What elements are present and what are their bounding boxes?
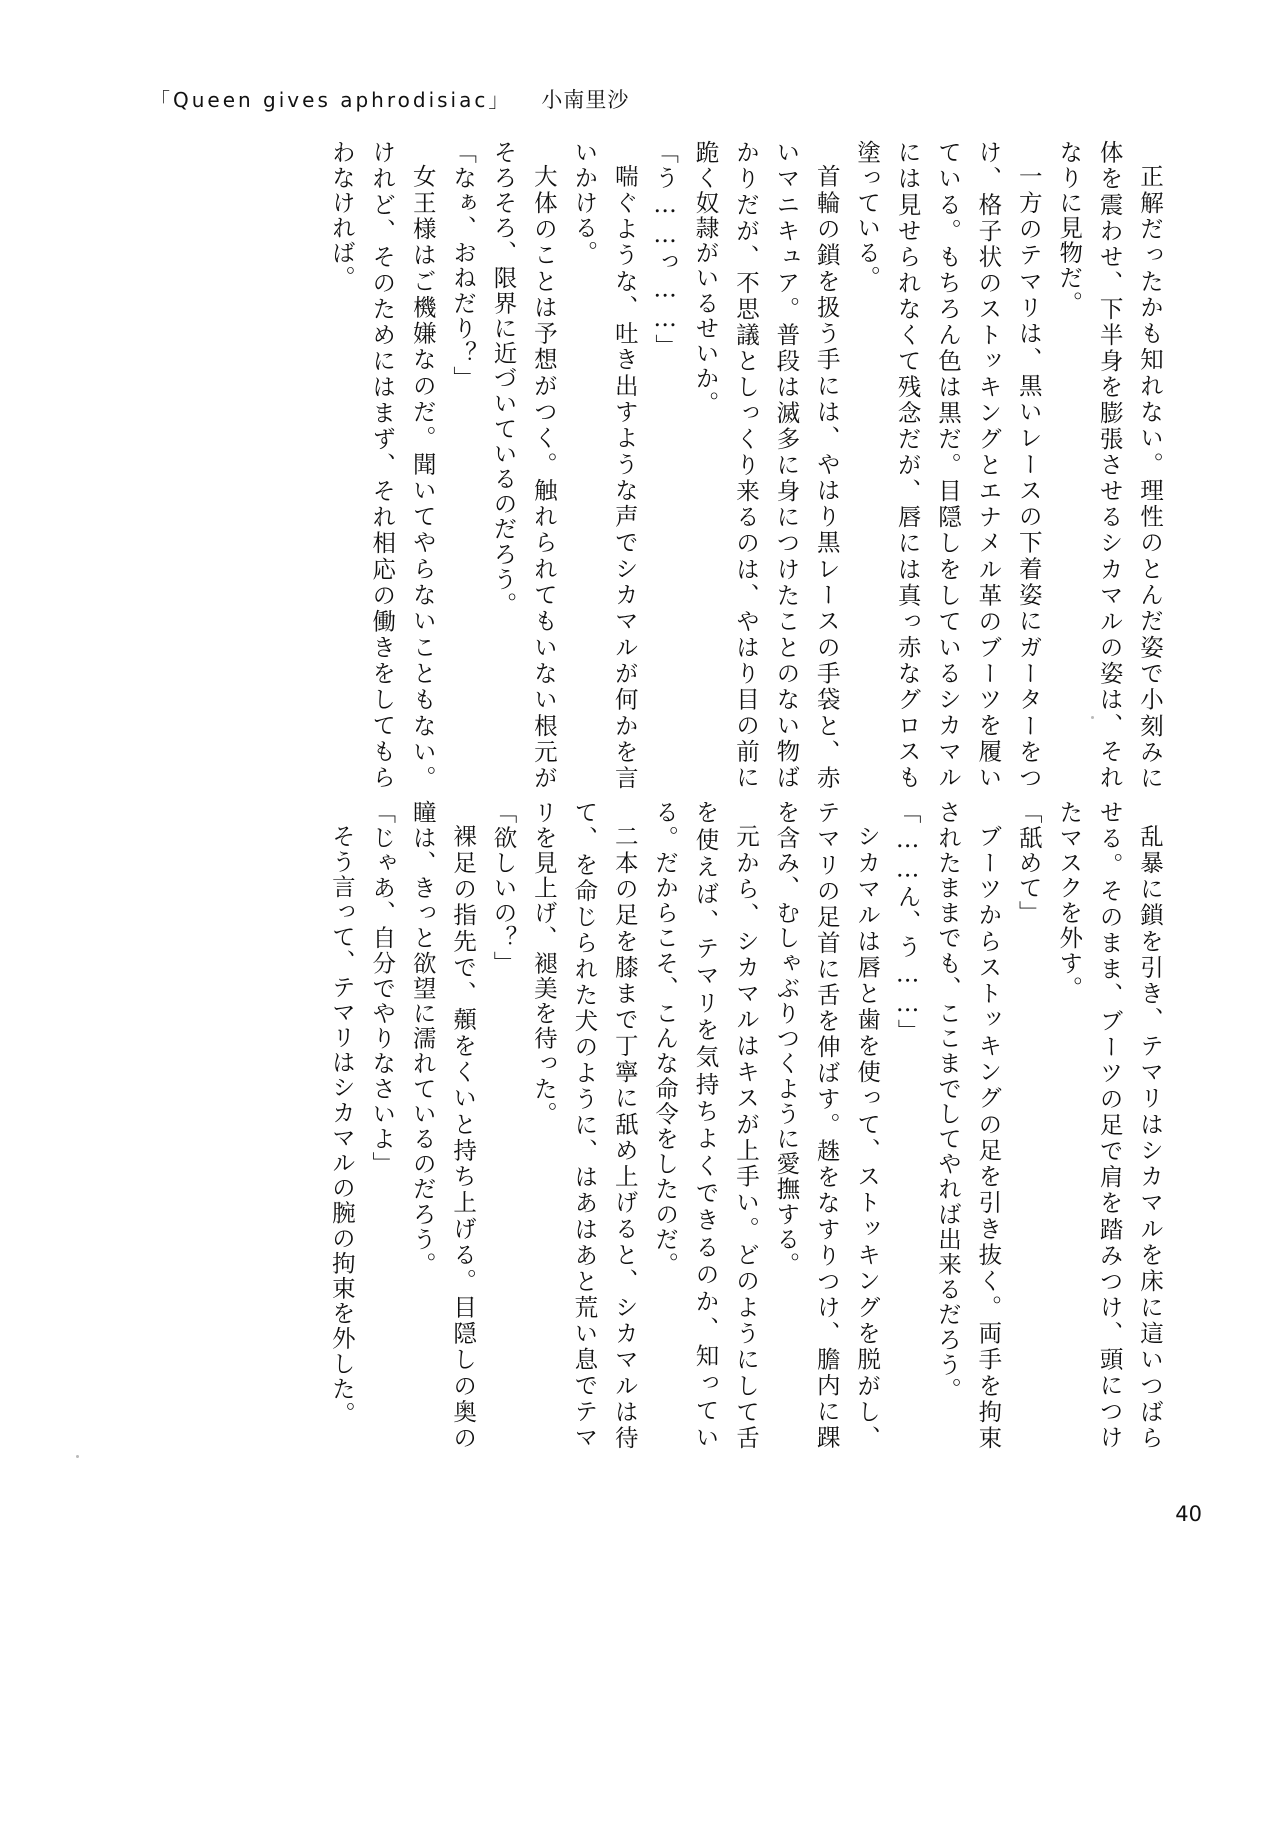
paragraph: 「欲しいの？」: [489, 800, 518, 976]
paragraph: 「舐めて」: [1014, 800, 1043, 926]
paragraph: 女王様はご機嫌なのだ。聞いてやらないこともない。けれど、そのためにはまず、それ相応の働きをしてもらわなければ。: [327, 140, 437, 790]
body-text-upper-block: [250, 140, 1170, 790]
scan-speck: [1091, 716, 1094, 719]
story-author: 小南里沙: [541, 88, 630, 112]
paragraph: シカマルは唇と歯を使って、ストッキングを脱がし、テマリの足首に舌を伸ばす。趎をなすりつけ、膽内に踝を含み、むしゃぶりつくように愛撫する。: [772, 800, 882, 1450]
paragraph: ブーツからストッキングの足を引き抜く。両手を拘束されたままでも、ここまでしてやれば出来るだろう。: [933, 800, 1003, 1450]
page-header: [150, 84, 1050, 118]
paragraph: 乱暴に鎖を引き、テマリはシカマルを床に這いつばらせる。そのまま、ブーツの足で肩を踏みつけ、頭につけたマスクを外す。: [1055, 800, 1164, 1450]
paragraph: 「なぁ、おねだり？」: [449, 140, 478, 391]
paragraph: 大体のことは予想がつく。触れられてもいない根元がそろそろ、限界に近づいているのだろう。: [489, 140, 558, 790]
scan-speck: [76, 1455, 79, 1458]
paragraph: 正解だったかも知れない。理性のとんだ姿で小刻みに体を震わせ、下半身を膨張させるシカマルの姿は、それなりに見物だ。: [1055, 140, 1164, 790]
paragraph: 首輪の鎖を扱う手には、やはり黒レースの手袋と、赤いマニキュア。普段は滅多に身につけたことのない物ばかりだが、不思議としっくり来るのは、やはり目の前に跪く奴隷がいるせいか。: [691, 140, 841, 790]
paragraph: 喘ぐような、吐き出すような声でシカマルが何かを言いかける。: [570, 140, 639, 790]
paragraph: 裸足の指先で、顤をくいと持ち上げる。目隠しの奥の瞳は、きっと欲望に濡れているのだろう。: [408, 800, 478, 1450]
body-text-lower-block: [250, 800, 1170, 1450]
page-number: 40: [1175, 1502, 1202, 1526]
paragraph: 「……ん、う……」: [893, 800, 922, 1044]
paragraph: 「じゃあ、自分でやりなさいよ」: [368, 800, 397, 1177]
paragraph: 二本の足を膝まで丁寧に舐め上げると、シカマルは待て、を命じられた犬のように、はあはあと荒い息でテマリを見上げ、褪美を待った。: [529, 800, 639, 1450]
paragraph: そう言って、テマリはシカマルの腕の拘束を外した。: [327, 823, 356, 1426]
story-title: 「Queen gives aphrodisiac」: [150, 88, 512, 112]
paragraph: 「う……っ……」: [651, 140, 680, 359]
paragraph: 元から、シカマルはキスが上手い。どのようにして舌を使えば、テマリを気持ちよくできるのか、知っている。だからこそ、こんな命令をしたのだ。: [651, 800, 760, 1450]
paragraph: 一方のテマリは、黒いレースの下着姿にガーターをつけ、格子状のストッキングとエナメル革のブーツを履いている。もちろん色は黒だ。目隠しをしているシカマルには見せられなくて残念だが、唇には真っ赤なグロスも塗っている。: [853, 140, 1043, 790]
